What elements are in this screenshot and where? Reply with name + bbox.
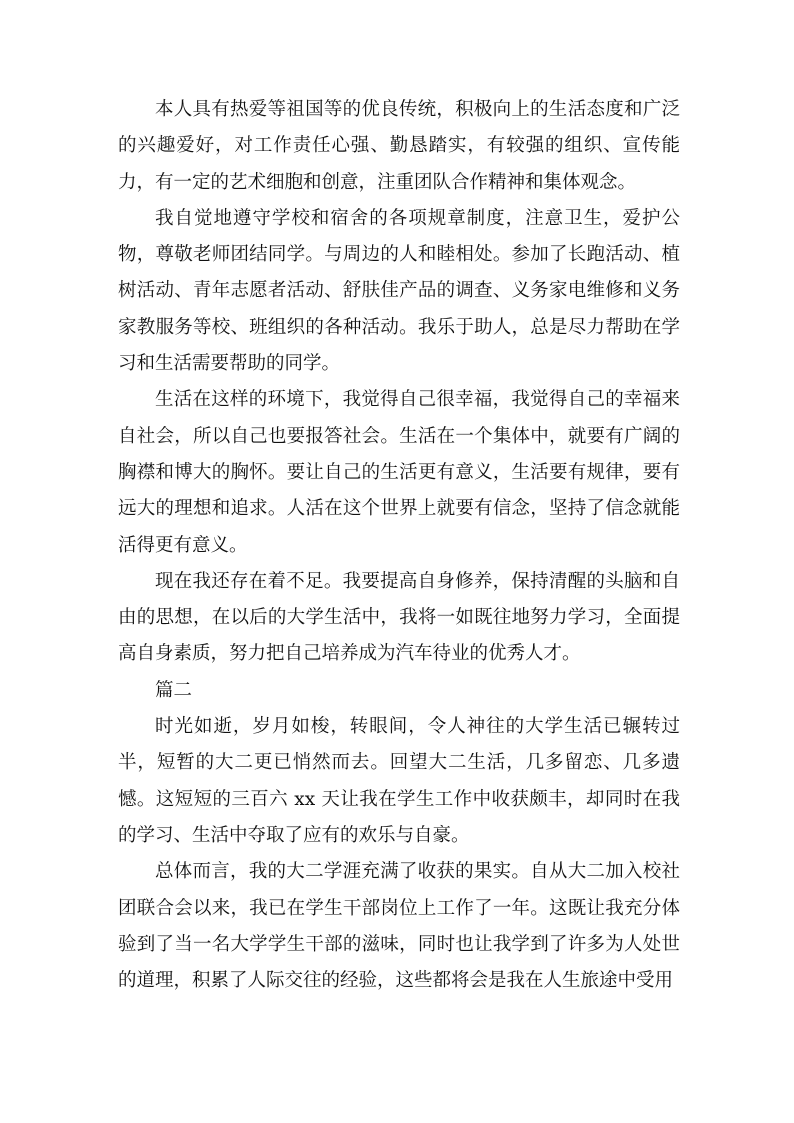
paragraph-time-flies: 时光如逝，岁月如梭，转眼间，令人神往的大学生活已辗转过半，短暂的大二更已悄然而去。回望大二生活，几多留恋、几多遗憾。这短短的三百六 xx 天让我在学生工作中收获颇丰，却同时在我的学习、生活中夺取了应有的欢乐与自豪。 bbox=[118, 716, 680, 846]
document-body bbox=[118, 92, 680, 999]
paragraph-self-introduction: 本人具有热爱等祖国等的优良传统，积极向上的生活态度和广泛的兴趣爱好，对工作责任心强、勤恳踏实，有较强的组织、宣传能力，有一定的艺术细胞和创意，注重团队合作精神和集体观念。 bbox=[118, 99, 680, 193]
paragraph-life-environment: 生活在这样的环境下，我觉得自己很幸福，我觉得自己的幸福来自社会，所以自己也要报答社会。生活在一个集体中，就要有广阔的胸襟和博大的胸怀。要让自己的生活更有意义，生活要有规律，要有远大的理想和追求。人活在这个世界上就要有信念，坚持了信念就能活得更有意义。 bbox=[118, 389, 680, 556]
section-heading-part-two: 篇二 bbox=[155, 679, 193, 701]
paragraph-overall-summary: 总体而言，我的大二学涯充满了收获的果实。自从大二加入校社团联合会以来，我已在学生干部岗位上工作了一年。这既让我充分体验到了当一名大学学生干部的滋味，同时也让我学到了许多为人处世的道理，积累了人际交往的经验，这些都将会是我在人生旅途中受用 bbox=[118, 861, 680, 992]
paragraph-shortcomings: 现在我还存在着不足。我要提高自身修养，保持清醒的头脑和自由的思想，在以后的大学生活中，我将一如既往地努力学习，全面提高自身素质，努力把自己培养成为汽车待业的优秀人才。 bbox=[118, 570, 680, 665]
paragraph-school-rules: 我自觉地遵守学校和宿舍的各项规章制度，注意卫生，爱护公物，尊敬老师团结同学。与周边的人和睦相处。参加了长跑活动、植树活动、青年志愿者活动、舒肤佳产品的调查、义务家电维修和义务家教服务等校、班组织的各种活动。我乐于助人，总是尽力帮助在学习和生活需要帮助的同学。 bbox=[118, 207, 680, 375]
